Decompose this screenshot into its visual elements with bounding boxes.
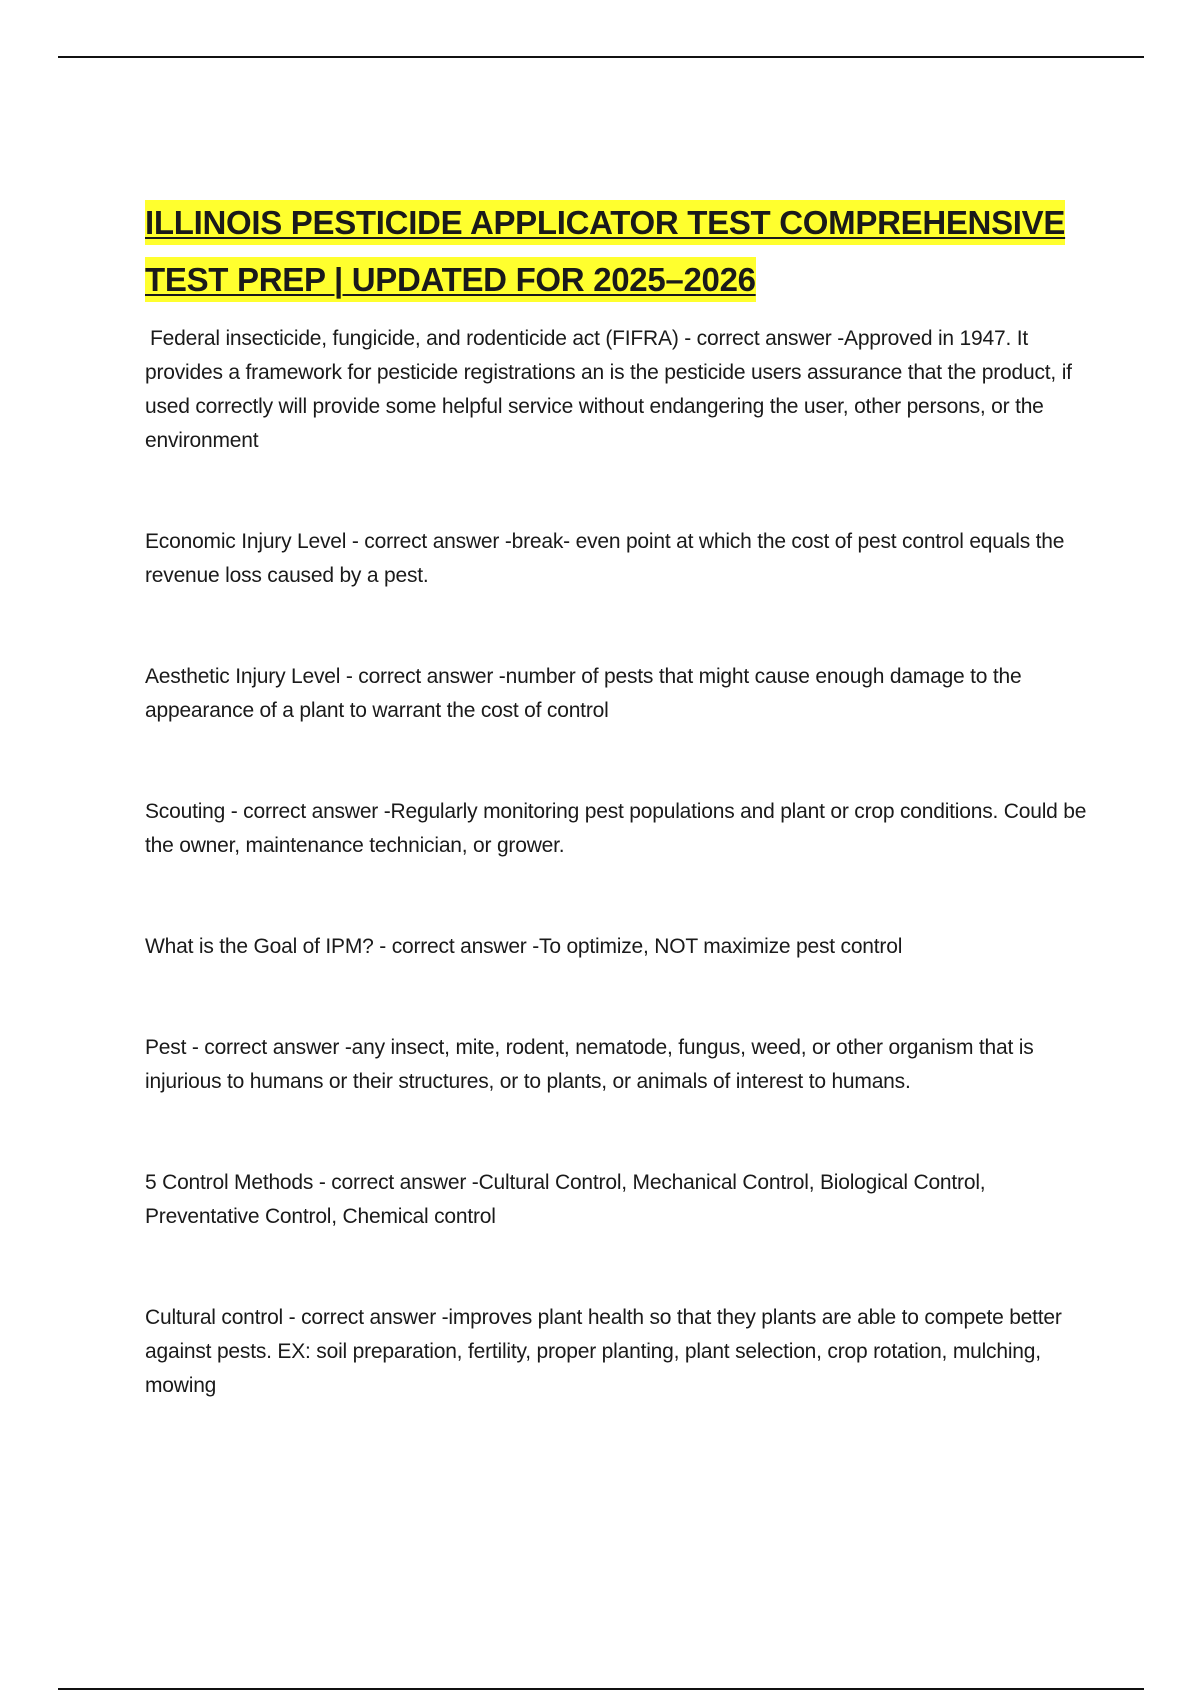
qa-entry-economic-injury-level: Economic Injury Level - correct answer -break- even point at which the cost of pest control equals the revenue loss caused by a pest. — [145, 530, 1065, 587]
title-line-2: TEST PREP | UPDATED FOR 2025–2026 — [145, 257, 756, 302]
qa-list — [145, 322, 1090, 1403]
title-line-1: ILLINOIS PESTICIDE APPLICATOR TEST COMPREHENSIVE — [145, 200, 1065, 245]
footer-rule — [58, 1688, 1144, 1690]
qa-entry-pest: Pest - correct answer -any insect, mite, rodent, nematode, fungus, weed, or other organism that is injurious to humans or their structures, or to plants, or animals of interest to humans. — [145, 1036, 1034, 1093]
qa-entry-goal-of-ipm: What is the Goal of IPM? - correct answer -To optimize, NOT maximize pest control — [145, 935, 903, 958]
qa-entry-aesthetic-injury-level: Aesthetic Injury Level - correct answer -number of pests that might cause enough damage to the appearance of a plant to warrant the cost of control — [145, 665, 1022, 722]
header-rule — [58, 56, 1144, 58]
qa-entry-cultural-control: Cultural control - correct answer -improves plant health so that they plants are able to compete better against pests. EX: soil preparation, fertility, proper planting, plant selection, crop rotation, mulching, mowing — [145, 1306, 1062, 1397]
document-body — [145, 194, 1090, 1470]
qa-entry-control-methods: 5 Control Methods - correct answer -Cultural Control, Mechanical Control, Biological Control, Preventative Control, Chemical control — [145, 1171, 986, 1228]
document-title — [145, 194, 1090, 308]
qa-entry-fifra: Federal insecticide, fungicide, and rodenticide act (FIFRA) - correct answer -Approved in 1947. It provides a framework for pesticide registrations an is the pesticide users assurance that the product, if used correctly will provide some helpful service without endangering the user, other persons, or the environment — [145, 327, 1072, 452]
qa-entry-scouting: Scouting - correct answer -Regularly monitoring pest populations and plant or crop conditions. Could be the owner, maintenance technician, or grower. — [145, 800, 1087, 857]
